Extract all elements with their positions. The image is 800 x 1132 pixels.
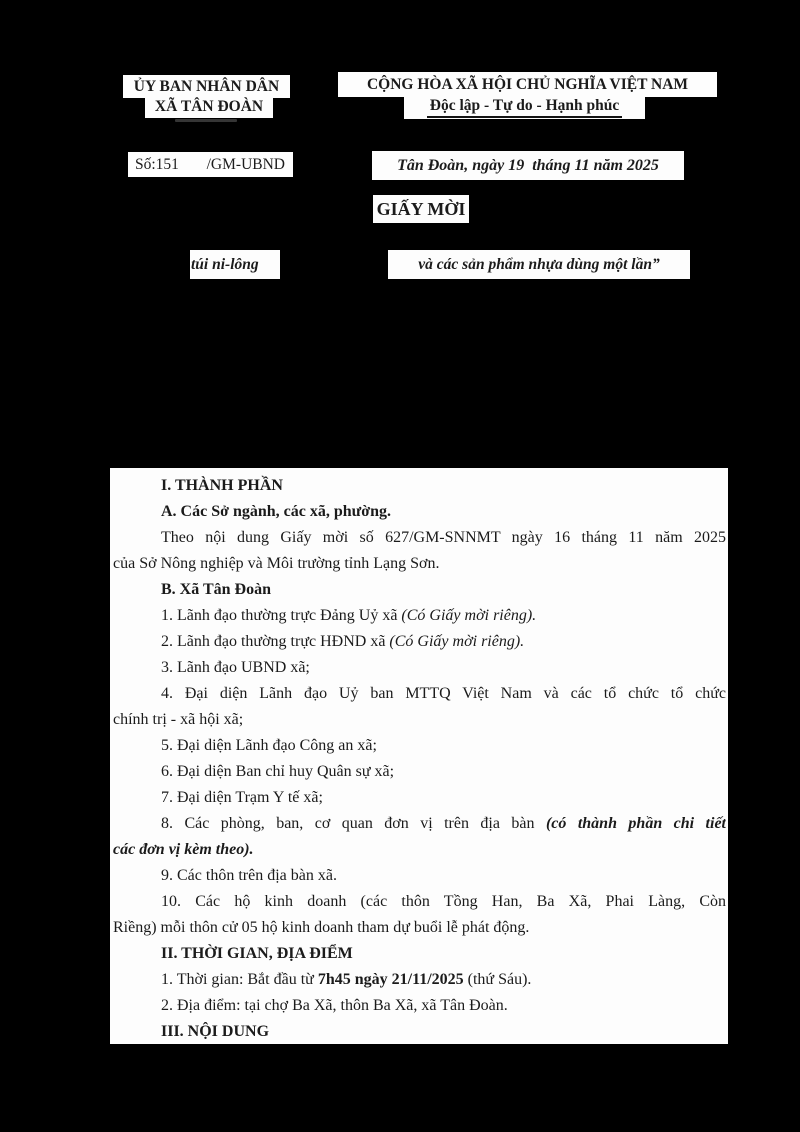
body-line: [113, 993, 726, 1019]
body-line: [113, 551, 726, 577]
body-line-segment: (Có Giấy mời riêng).: [389, 633, 525, 650]
body-line-segment: chính trị - xã hội xã;: [113, 711, 244, 728]
body-line-segment: 6. Đại diện Ban chỉ huy Quân sự xã;: [161, 763, 395, 780]
body-line: [113, 915, 726, 941]
national-motto-line: [404, 96, 645, 119]
body-line: [113, 785, 726, 811]
body-line: [113, 707, 726, 733]
body-line: [113, 889, 726, 915]
body-line-segment: các đơn vị kèm theo).: [113, 841, 254, 858]
doc-number-line: [128, 152, 293, 177]
body-line: [113, 837, 726, 863]
body-line-segment: 1. Thời gian: Bắt đầu từ: [161, 971, 318, 988]
issuing-authority-line-1: ỦY BAN NHÂN DÂN: [123, 75, 290, 98]
body-line: [113, 733, 726, 759]
body-line: [113, 525, 726, 551]
subtitle-fragment-left: túi ni-lông: [190, 250, 280, 279]
body-line-segment: 8. Các phòng, ban, cơ quan đơn vị trên địa bàn: [161, 815, 546, 832]
body-line: [113, 759, 726, 785]
body-line-segment: của Sở Nông nghiệp và Môi trường tỉnh Lạng Sơn.: [113, 555, 440, 572]
document-body-panel: [110, 468, 728, 1044]
body-line: [113, 577, 726, 603]
place-date-line: Tân Đoàn, ngày 19 tháng 11 năm 2025: [372, 151, 684, 180]
body-line: [113, 967, 726, 993]
body-line-segment: A. Các Sở ngành, các xã, phường.: [161, 503, 392, 520]
body-line-segment: I. THÀNH PHẦN: [161, 477, 283, 494]
body-line-segment: B. Xã Tân Đoàn: [161, 581, 271, 598]
document-title: GIẤY MỜI: [373, 195, 469, 223]
body-line: [113, 603, 726, 629]
body-line-segment: 4. Đại diện Lãnh đạo Uỷ ban MTTQ Việt Nam và các tổ chức tổ chức: [161, 685, 726, 702]
subtitle-fragment-right: và các sản phẩm nhựa dùng một lần”: [388, 250, 690, 279]
body-line: [113, 473, 726, 499]
doc-number-prefix: Số:151: [135, 156, 179, 173]
body-line-segment: 5. Đại diện Lãnh đạo Công an xã;: [161, 737, 377, 754]
body-line: [113, 681, 726, 707]
body-line-segment: 2. Lãnh đạo thường trực HĐND xã: [161, 633, 390, 650]
doc-number-suffix: /GM-UBND: [206, 156, 285, 173]
body-line: [113, 811, 726, 837]
body-line-segment: 2. Địa điểm: tại chợ Ba Xã, thôn Ba Xã, xã Tân Đoàn.: [161, 997, 508, 1014]
national-header-line: CỘNG HÒA XÃ HỘI CHỦ NGHĨA VIỆT NAM: [338, 72, 717, 97]
national-motto-text: Độc lập - Tự do - Hạnh phúc: [427, 96, 622, 118]
body-line: [113, 499, 726, 525]
body-line: [113, 1019, 726, 1045]
body-line-segment: 7h45 ngày 21/11/2025: [317, 971, 464, 988]
body-line-segment: Riềng) mỗi thôn cử 05 hộ kinh doanh tham dự buổi lễ phát động.: [113, 919, 530, 936]
body-line-segment: (Có Giấy mời riêng).: [401, 607, 537, 624]
body-line: [113, 863, 726, 889]
body-line-segment: 9. Các thôn trên địa bàn xã.: [161, 867, 337, 884]
body-line-segment: 1. Lãnh đạo thường trực Đảng Uỷ xã: [161, 607, 402, 624]
body-line-segment: Theo nội dung Giấy mời số 627/GM-SNNMT ngày 16 tháng 11 năm 2025: [161, 529, 726, 546]
body-line-segment: 10. Các hộ kinh doanh (các thôn Tồng Han, Ba Xã, Phai Làng, Còn: [161, 893, 726, 910]
body-line-segment: 3. Lãnh đạo UBND xã;: [161, 659, 310, 676]
body-line: [113, 655, 726, 681]
body-line-segment: III. NỘI DUNG: [161, 1023, 270, 1040]
body-line-segment: II. THỜI GIAN, ĐỊA ĐIỂM: [161, 945, 353, 962]
issuing-authority-line-2: XÃ TÂN ĐOÀN: [145, 97, 273, 118]
authority-separator-line: [175, 119, 237, 122]
body-line-segment: (thứ Sáu).: [463, 971, 532, 988]
body-line-segment: 7. Đại diện Trạm Y tế xã;: [161, 789, 323, 806]
body-line: [113, 941, 726, 967]
body-line-segment: (có thành phần chi tiết: [545, 815, 726, 832]
body-line: [113, 629, 726, 655]
